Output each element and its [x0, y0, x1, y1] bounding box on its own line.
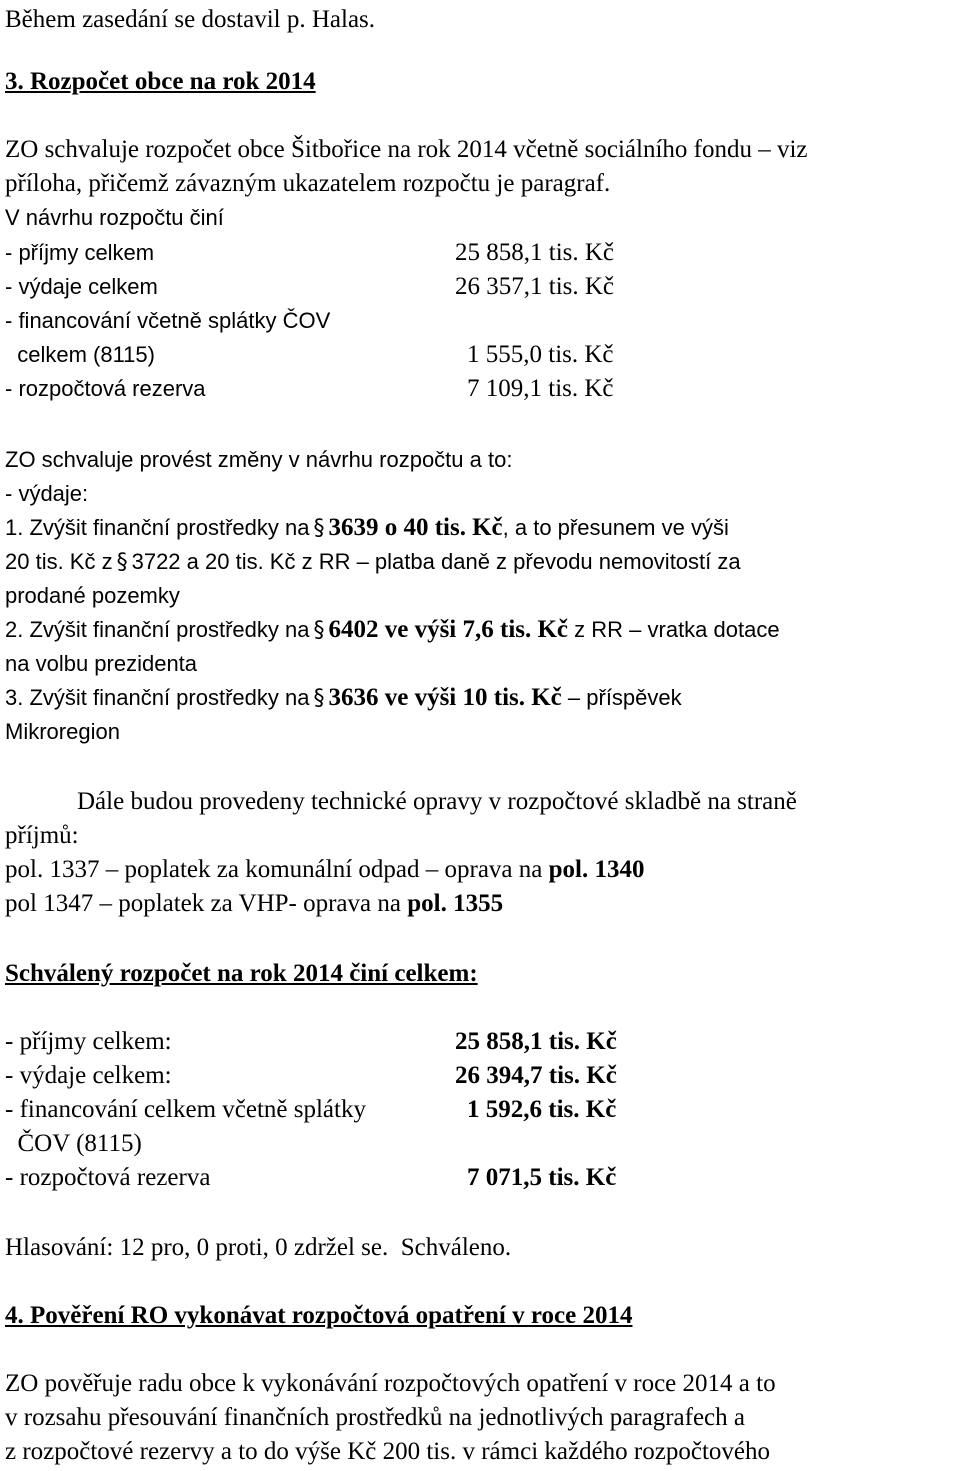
pol-target: pol. 1340 — [548, 856, 645, 883]
draft-row-label: - příjmy celkem — [5, 240, 155, 265]
change-text: – příspěvek — [561, 685, 682, 710]
change-amount: 3636 ve výši 10 tis. Kč — [328, 684, 562, 711]
change-amount: 3639 o 40 tis. — [328, 514, 466, 541]
approved-row-value: 7 071,5 tis. Kč — [467, 1164, 617, 1191]
change-item-3 — [5, 681, 682, 715]
section4-line2: v rozsahu přesouvání finančních prostředků na jednotlivých paragrafech a — [5, 1404, 745, 1431]
paragraph-sign-icon: § — [116, 550, 128, 575]
change-text: 3. Zvýšit finanční prostředky na — [5, 685, 310, 710]
draft-row-value: 7 109,1 tis. Kč — [467, 375, 614, 402]
approved-row-label: ČOV (8115) — [5, 1130, 142, 1157]
paragraph-sign-icon: § — [313, 686, 325, 711]
approved-row-value: 25 858,1 tis. Kč — [455, 1028, 617, 1055]
draft-row-value: 25 858,1 tis. Kč — [455, 239, 615, 266]
intro-line: Během zasedání se dostavil p. Halas. — [5, 6, 376, 33]
change-text: 20 tis. Kč z — [5, 549, 113, 574]
draft-row-label: - financování včetně splátky ČOV — [5, 308, 331, 333]
draft-row-label: - rozpočtová rezerva — [5, 376, 206, 401]
change-item-2 — [5, 613, 780, 647]
approved-row-label: - výdaje celkem: — [5, 1062, 172, 1089]
changes-title: ZO schvaluje provést změny v návrhu rozpočtu a to: — [5, 447, 513, 472]
section4-line3: z rozpočtové rezervy a to do výše Kč 200 tis. v rámci každého rozpočtového — [5, 1438, 770, 1465]
tech-line2: příjmů: — [5, 822, 79, 849]
paragraph-sign-icon: § — [313, 516, 325, 541]
pol-text: pol 1347 – poplatek za VHP- oprava na — [5, 890, 408, 917]
change-text: 3722 a 20 tis. Kč z RR – platba daně z převodu nemovitostí za — [131, 549, 741, 574]
change-item-1-line2 — [5, 545, 741, 579]
change-text: z RR – vratka dotace — [568, 617, 780, 642]
approved-row-label: - financování celkem včetně splátky — [5, 1096, 366, 1123]
change-currency: Kč — [472, 514, 503, 541]
approved-row-label: - rozpočtová rezerva — [5, 1164, 211, 1191]
section3-para-line1: ZO schvaluje rozpočet obce Šitbořice na rok 2014 včetně sociálního fondu – viz — [5, 136, 808, 163]
section4-heading: 4. Pověření RO vykonávat rozpočtová opatření v roce 2014 — [5, 1302, 633, 1329]
change-item-1-line3: prodané pozemky — [5, 583, 180, 608]
pol-text: pol. 1337 – poplatek za komunální odpad – oprava na — [5, 856, 549, 883]
approved-title: Schválený rozpočet na rok 2014 činí celkem: — [5, 960, 478, 987]
approved-row-value: 26 394,7 tis. Kč — [455, 1062, 617, 1089]
approved-row-value: 1 592,6 tis. Kč — [467, 1096, 617, 1123]
tech-line1: Dále budou provedeny technické opravy v rozpočtové skladbě na straně — [77, 788, 797, 815]
change-amount: 6402 ve výši 7,6 tis. Kč — [328, 616, 569, 643]
change-text: 2. Zvýšit finanční prostředky na — [5, 617, 310, 642]
section3-heading: 3. Rozpočet obce na rok 2014 — [5, 68, 316, 95]
pol-line2 — [5, 887, 503, 921]
pol-target: pol. 1355 — [407, 890, 504, 917]
draft-row-value: 1 555,0 tis. Kč — [467, 341, 614, 368]
change-text: 1. Zvýšit finanční prostředky na — [5, 515, 310, 540]
change-text: , a to přesunem ve výši — [502, 515, 729, 540]
draft-title: V návrhu rozpočtu činí — [5, 205, 224, 230]
vote-line: Hlasování: 12 pro, 0 proti, 0 zdržel se. Schváleno. — [5, 1234, 512, 1261]
section3-para-line2: příloha, přičemž závazným ukazatelem rozpočtu je paragraf. — [5, 170, 611, 197]
change-item-1 — [5, 511, 729, 545]
changes-subtitle: - výdaje: — [5, 481, 89, 506]
pol-line1 — [5, 853, 644, 887]
draft-row-value: 26 357,1 tis. Kč — [455, 273, 615, 300]
paragraph-sign-icon: § — [313, 618, 325, 643]
approved-row-label: - příjmy celkem: — [5, 1028, 172, 1055]
section4-line1: ZO pověřuje radu obce k vykonávání rozpočtových opatření v roce 2014 a to — [5, 1370, 776, 1397]
draft-row-label: celkem (8115) — [5, 342, 155, 367]
change-item-2-line2: na volbu prezidenta — [5, 651, 198, 676]
draft-row-label: - výdaje celkem — [5, 274, 158, 299]
change-item-3-line2: Mikroregion — [5, 719, 120, 744]
